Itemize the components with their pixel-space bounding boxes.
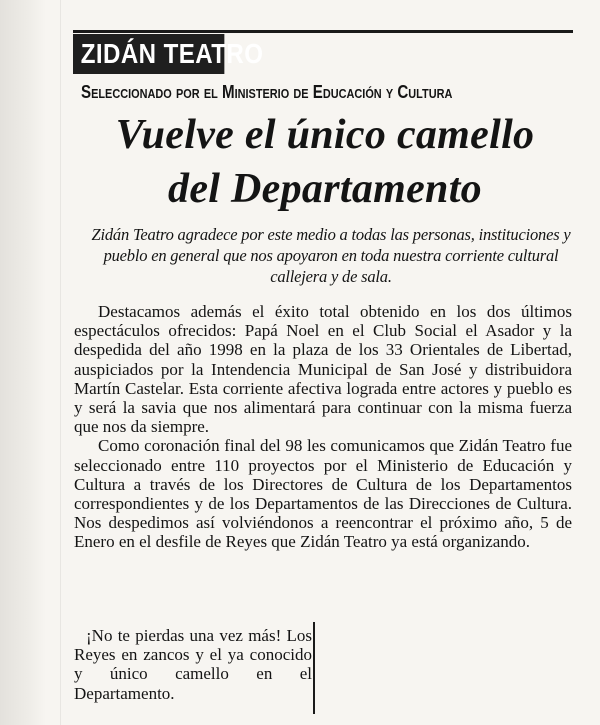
- headline-line-2: del Departamento: [168, 166, 482, 212]
- kicker: Seleccionado por el Ministerio de Educación y Cultura: [81, 82, 453, 102]
- column-rule: [313, 622, 315, 714]
- article-body: [74, 302, 572, 552]
- paper-crease: [60, 0, 61, 725]
- headline-line-1: Vuelve el único camello: [115, 112, 535, 158]
- paragraph-2: Como coronación final del 98 les comunicamos que Zidán Teatro fue seleccionado entre 110 proyectos por el Ministerio de Educación y Cultura a través de los Directores de Cultura de los Departamentos correspondientes y de los Departamentos de las Direcciones de Cultura. Nos despedimos así volviéndonos a reencontrar el próximo año, 5 de Enero en el desfile de Reyes que Zidán Teatro ya está organizando.: [74, 436, 572, 552]
- closing-paragraph: ¡No te pierdas una vez más! Los Reyes en zancos y el ya conocido y único camello en el Departamento.: [74, 626, 312, 703]
- subhead: Zidán Teatro agradece por este medio a todas las personas, instituciones y pueblo en general que nos apoyaron en toda nuestra corriente cultural callejera y de sala.: [91, 225, 571, 286]
- top-rule: [73, 30, 573, 33]
- page-edge-shadow: [0, 0, 46, 725]
- headline: [70, 108, 580, 216]
- section-tag: ZIDÁN TEATRO: [73, 34, 224, 74]
- paragraph-1: Destacamos además el éxito total obtenido en los dos últimos espectáculos ofrecidos: Papá Noel en el Club Social el Asador y la despedida del año 1998 en la plaza de los 33 Orientales de Libertad, auspiciados por la Intendencia Municipal de San José y distribuidora Martín Castelar. Esta corriente afectiva lograda entre actores y pueblo es y será la savia que nos alimentará para continuar con la misma fuerza que nos da siempre.: [74, 302, 572, 437]
